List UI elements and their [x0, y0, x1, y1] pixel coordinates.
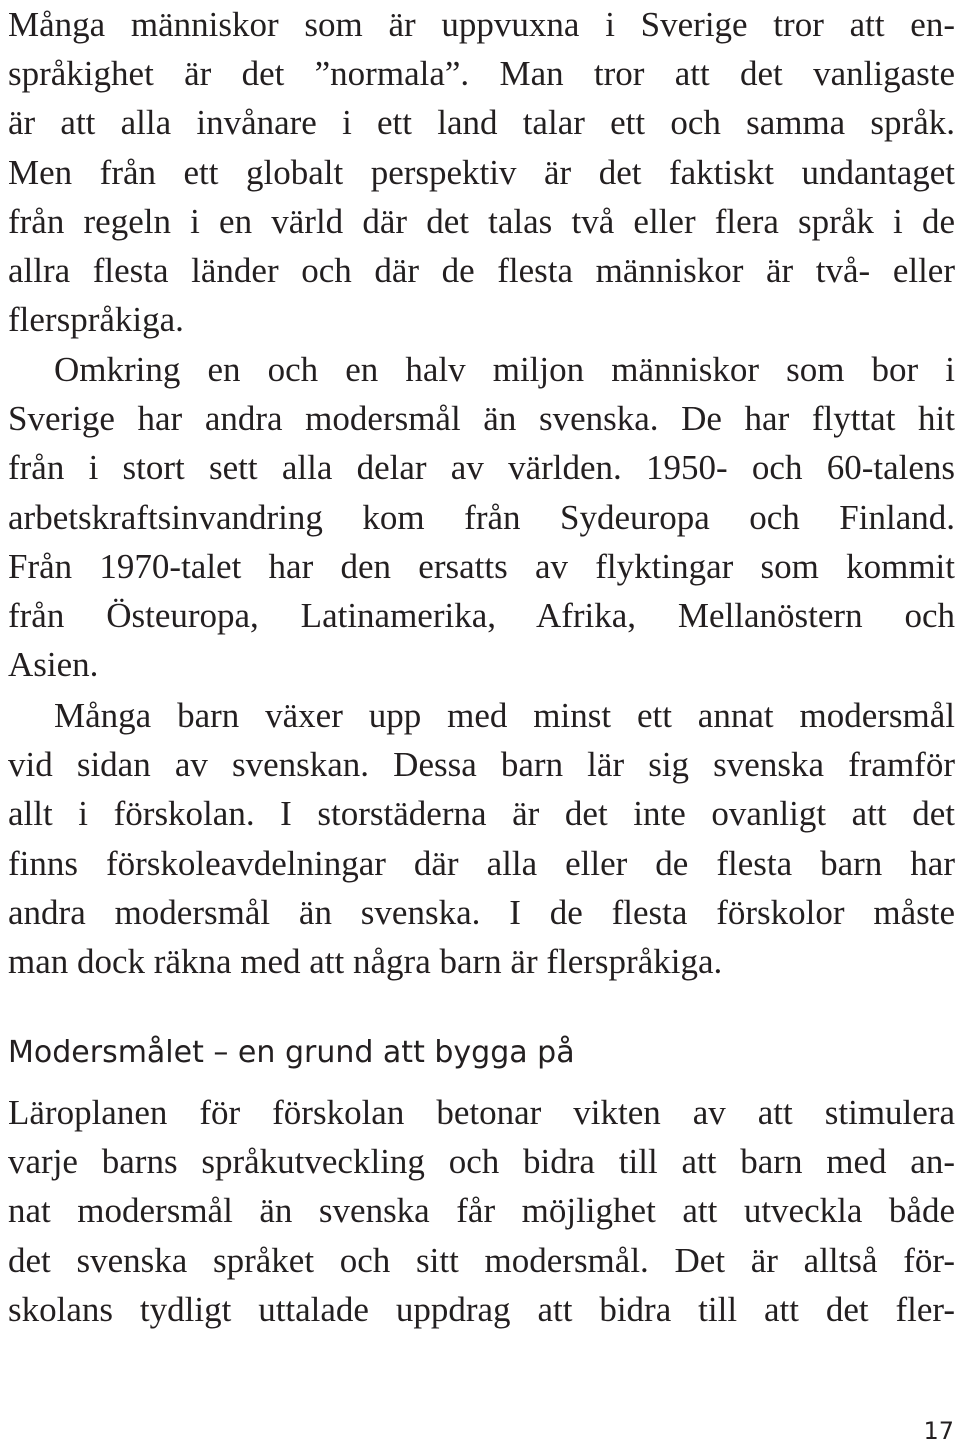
text-line: varje barns språkutveckling och bidra till att barn med an-: [8, 1142, 955, 1182]
text-line: Många människor som är uppvuxna i Sverige tror att en-: [8, 5, 955, 44]
text-line: man dock räkna med att några barn är flerspråkiga.: [8, 941, 723, 981]
text-line: från regeln i en värld där det talas två eller flera språk i de: [8, 201, 955, 241]
paragraph-population: [8, 345, 955, 689]
text-line: Omkring en och en halv miljon människor som bor i: [54, 350, 955, 389]
text-line: nat modersmål än svenska får möjlighet att utveckla både: [8, 1191, 955, 1231]
page-number: 17: [923, 1417, 954, 1445]
text-line: Men från ett globalt perspektiv är det faktiskt undantaget: [8, 152, 955, 192]
text-line: allra flesta länder och där de flesta människor är två- eller: [8, 250, 955, 290]
text-line: arbetskraftsinvandring kom från Sydeuropa och Finland.: [8, 497, 955, 537]
text-line: Läroplanen för förskolan betonar vikten av att stimulera: [8, 1093, 955, 1132]
text-line: från Östeuropa, Latinamerika, Afrika, Mellanöstern och: [8, 595, 955, 635]
text-line: finns förskoleavdelningar där alla eller de flesta barn har: [8, 843, 955, 883]
text-line: från i stort sett alla delar av världen. 1950- och 60-talens: [8, 448, 955, 488]
text-line: flerspråkiga.: [8, 300, 184, 340]
paragraph-children: [8, 691, 955, 986]
text-line: Sverige har andra modersmål än svenska. De har flyttat hit: [8, 399, 955, 439]
text-line: skolans tydligt uttalade uppdrag att bidra till att det fler-: [8, 1289, 955, 1329]
text-line: Från 1970-talet har den ersatts av flyktingar som kommit: [8, 546, 955, 586]
paragraph-curriculum: [8, 1088, 955, 1334]
text-line: Många barn växer upp med minst ett annat modersmål: [54, 696, 955, 735]
text-line: vid sidan av svenskan. Dessa barn lär sig svenska framför: [8, 745, 955, 785]
text-line: allt i förskolan. I storstäderna är det inte ovanligt att det: [8, 794, 955, 834]
text-line: det svenska språket och sitt modersmål. Det är alltså för-: [8, 1240, 955, 1280]
text-line: är att alla invånare i ett land talar ett och samma språk.: [8, 103, 955, 143]
text-line: andra modersmål än svenska. I de flesta förskolor måste: [8, 892, 955, 932]
paragraph-intro: [8, 0, 955, 344]
text-line: Asien.: [8, 645, 99, 685]
text-line: språkighet är det ”normala”. Man tror att det vanligaste: [8, 54, 955, 94]
section-heading: Modersmålet – en grund att bygga på: [8, 1035, 575, 1070]
